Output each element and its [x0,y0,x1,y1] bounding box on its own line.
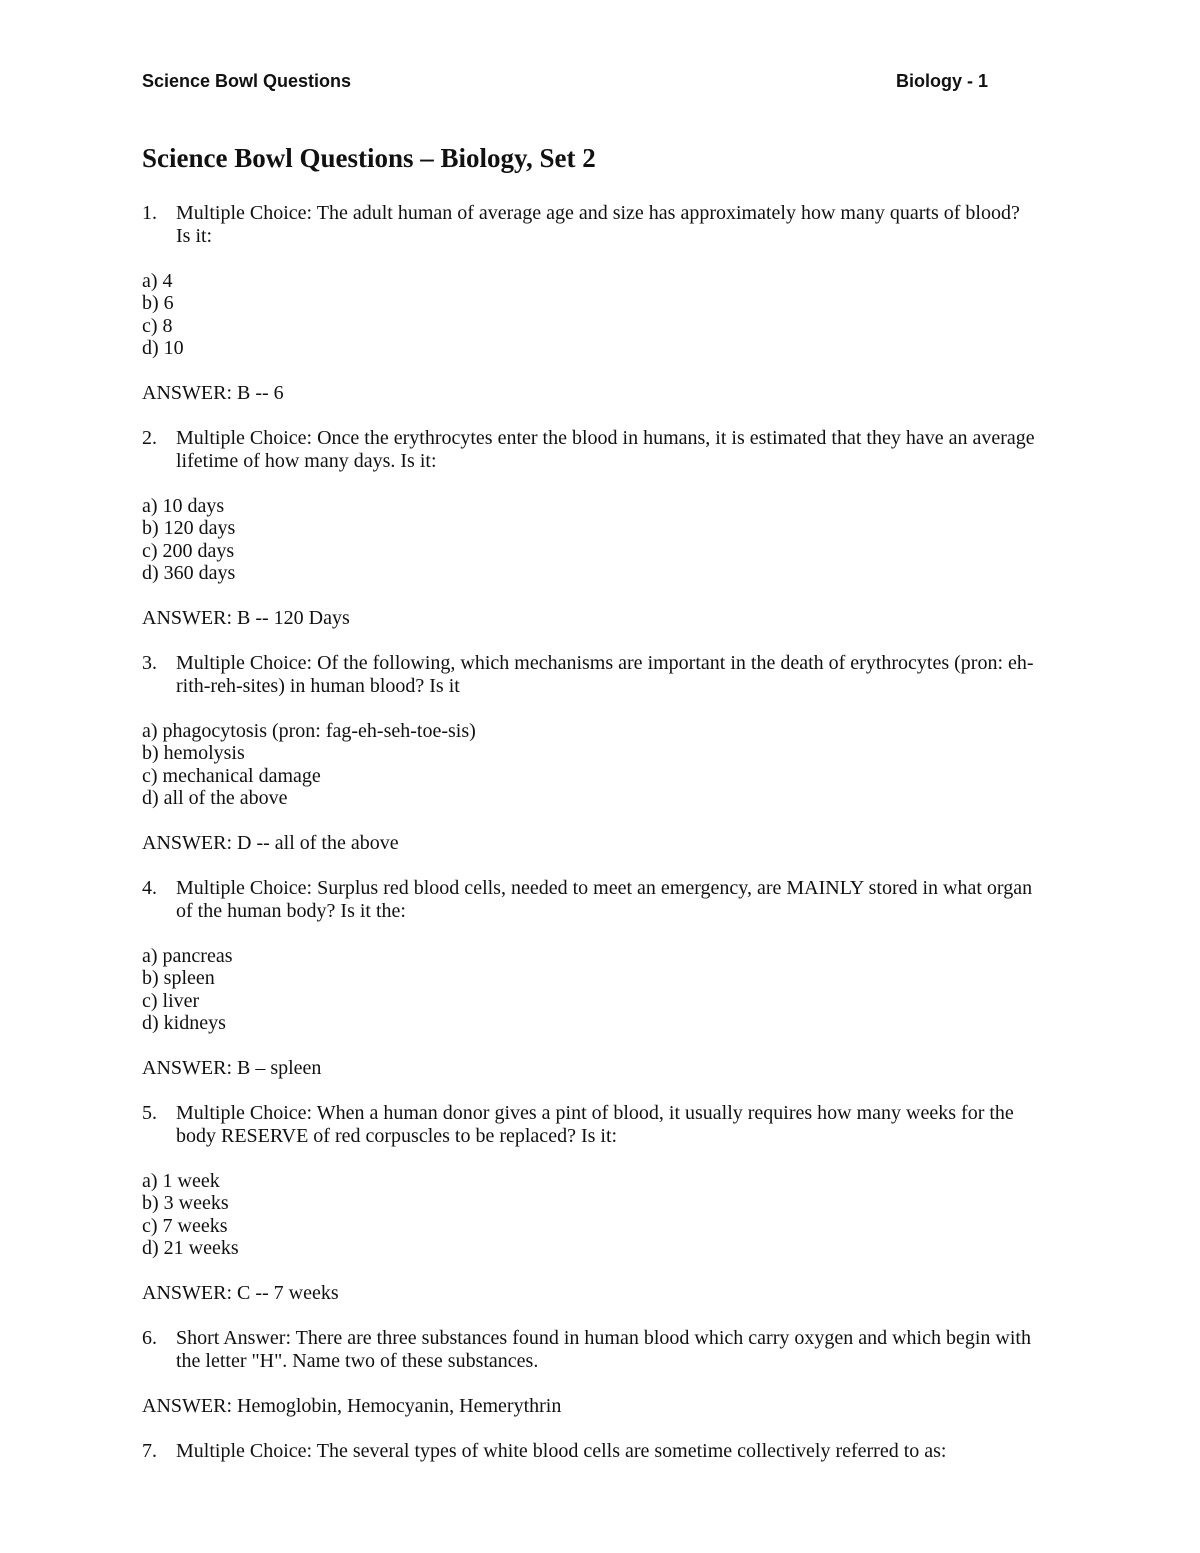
question-item [142,652,1062,855]
question-item [142,1102,1062,1305]
question-text [142,652,1062,697]
option-b: b) 120 days [142,517,236,539]
question-item [142,877,1062,1080]
option-list [142,945,1062,1035]
option-b: b) spleen [142,967,215,989]
option-b: b) 3 weeks [142,1192,229,1214]
option-d: d) 10 [142,337,184,359]
question-list [142,202,1062,1485]
option-list [142,495,1062,585]
question-item [142,202,1062,405]
question-text [142,1102,1062,1147]
option-c: c) 8 [142,314,173,337]
option-c: c) liver [142,989,200,1012]
question-text [142,427,1062,472]
answer-text: ANSWER: B -- 120 Days [142,607,350,629]
header-left: Science Bowl Questions [142,71,352,91]
option-a: a) 1 week [142,1169,220,1192]
running-header [142,71,988,97]
answer-text: ANSWER: D -- all of the above [142,832,399,854]
question-number: 5. [142,1102,157,1124]
document-title: Science Bowl Questions – Biology, Set 2 [142,143,596,173]
option-c: c) mechanical damage [142,764,321,787]
option-a: a) pancreas [142,944,233,967]
option-list [142,720,1062,810]
option-d: d) kidneys [142,1012,226,1034]
option-list [142,270,1062,360]
question-number: 7. [142,1439,157,1462]
question-item [142,1440,1062,1463]
question-item [142,1327,1062,1417]
question-number: 6. [142,1327,157,1349]
option-d: d) all of the above [142,787,288,809]
question-text [142,877,1062,922]
option-c: c) 7 weeks [142,1214,228,1237]
question-body: Multiple Choice: Of the following, which mechanisms are important in the death of erythrocytes (pron: eh-rith-reh-sites) in human blood? Is it [176,652,1034,697]
answer-text: ANSWER: B – spleen [142,1057,322,1079]
option-b: b) 6 [142,292,174,314]
question-number: 1. [142,202,157,224]
question-number: 4. [142,877,157,899]
question-text [142,1440,1062,1463]
option-d: d) 360 days [142,562,236,584]
question-body: Multiple Choice: Surplus red blood cells, needed to meet an emergency, are MAINLY stored in what organ of the human body? Is it the: [176,877,1033,922]
question-body: Multiple Choice: Once the erythrocytes enter the blood in humans, it is estimated that they have an average lifetime of how many days. Is it: [176,427,1035,472]
question-number: 2. [142,427,157,449]
option-b: b) hemolysis [142,742,245,764]
option-c: c) 200 days [142,539,235,562]
question-item [142,427,1062,630]
option-d: d) 21 weeks [142,1237,239,1259]
option-a: a) phagocytosis (pron: fag-eh-seh-toe-sis) [142,719,476,742]
question-text [142,1327,1062,1372]
header-right: Biology - 1 [895,71,988,91]
question-text [142,202,1062,247]
question-body: Multiple Choice: The adult human of average age and size has approximately how many quarts of blood? Is it: [176,202,1020,247]
option-a: a) 10 days [142,494,225,517]
question-body: Multiple Choice: When a human donor gives a pint of blood, it usually requires how many weeks for the body RESERVE of red corpuscles to be replaced? Is it: [176,1102,1014,1147]
answer-text: ANSWER: Hemoglobin, Hemocyanin, Hemerythrin [142,1394,562,1417]
answer-text: ANSWER: B -- 6 [142,382,284,404]
answer-text: ANSWER: C -- 7 weeks [142,1282,339,1304]
question-body: Short Answer: There are three substances found in human blood which carry oxygen and which begin with the letter "H". Name two of these substances. [176,1327,1031,1372]
option-a: a) 4 [142,269,173,292]
option-list [142,1170,1062,1260]
question-number: 3. [142,652,157,674]
question-body: Multiple Choice: The several types of white blood cells are sometime collectively referred to as: [176,1439,947,1462]
